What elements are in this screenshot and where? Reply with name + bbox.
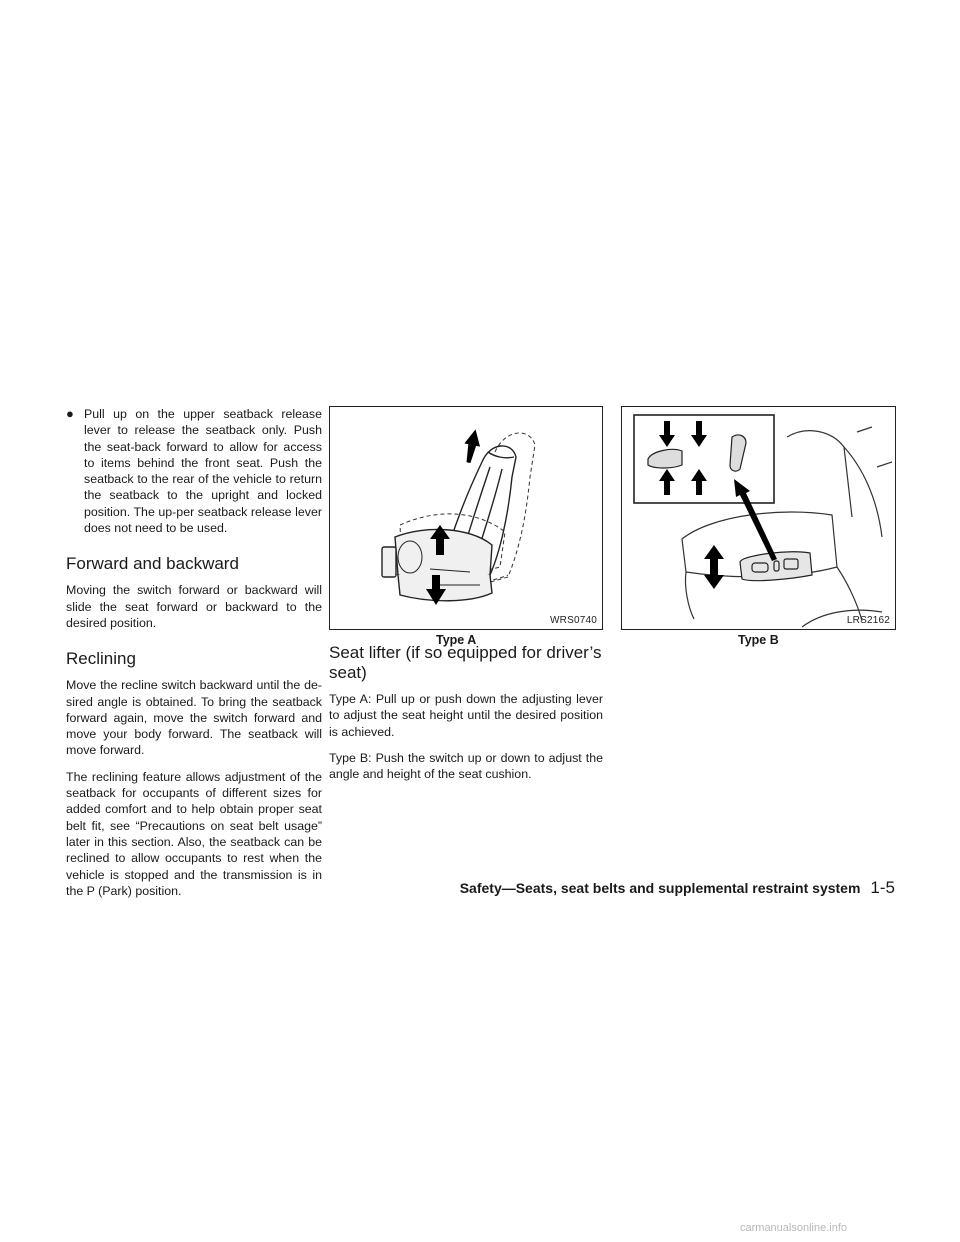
seat-type-b-illustration — [622, 407, 895, 629]
bullet-icon: ● — [66, 406, 74, 421]
chapter-title: Safety—Seats, seat belts and supplemental restraint system — [459, 880, 861, 896]
type-b-text: Type B: Push the switch up or down to adjust the angle and height of the seat cushion. — [329, 750, 603, 782]
figure-caption-b: Type B — [738, 633, 779, 647]
forward-backward-heading: Forward and backward — [66, 554, 239, 574]
left-column — [66, 406, 322, 909]
page-number: 1-5 — [870, 878, 895, 897]
figure-caption-a: Type A — [436, 633, 477, 647]
reclining-text-2: The reclining feature allows adjustment of the seatback for occupants of different sizes for added comfort and to help obtain proper seat belt fit, see “Precautions on seat belt usage” later in this section. Also, the seatback can be reclined to allow occupants to rest when the vehicle is stopped and the transmission is in the P (Park) position. — [66, 769, 322, 898]
figure-code: LRS2162 — [846, 615, 890, 626]
page-footer — [440, 878, 895, 898]
right-column — [329, 643, 603, 792]
figure-type-b — [621, 406, 896, 630]
seat-type-a-illustration — [330, 407, 602, 629]
reclining-heading: Reclining — [66, 649, 136, 669]
forward-backward-text: Moving the switch forward or backward will slide the seat forward or backward to the desired position. — [66, 583, 322, 630]
seat-lifter-heading: Seat lifter (if so equipped for driver’s seat) — [329, 643, 602, 682]
bullet-item — [66, 406, 322, 536]
figure-type-a — [329, 406, 603, 630]
reclining-text-1: Move the recline switch backward until the de-sired angle is obtained. To bring the seatback forward again, move the switch forward and move your body forward. The seatback will move forward. — [66, 678, 322, 758]
watermark: carmanualsonline.info — [740, 1222, 848, 1234]
type-a-text: Type A: Pull up or push down the adjusting lever to adjust the seat height until the desired position is achieved. — [329, 692, 603, 739]
bullet-text: Pull up on the upper seatback release lever to release the seatback only. Push the seat-back forward to allow for access to items behind the front seat. Push the seatback to the rear of the vehicle to return the seatback to the upright and locked position. The up-per seatback release lever does not need to be used. — [84, 407, 322, 536]
figure-code: WRS0740 — [550, 615, 597, 626]
